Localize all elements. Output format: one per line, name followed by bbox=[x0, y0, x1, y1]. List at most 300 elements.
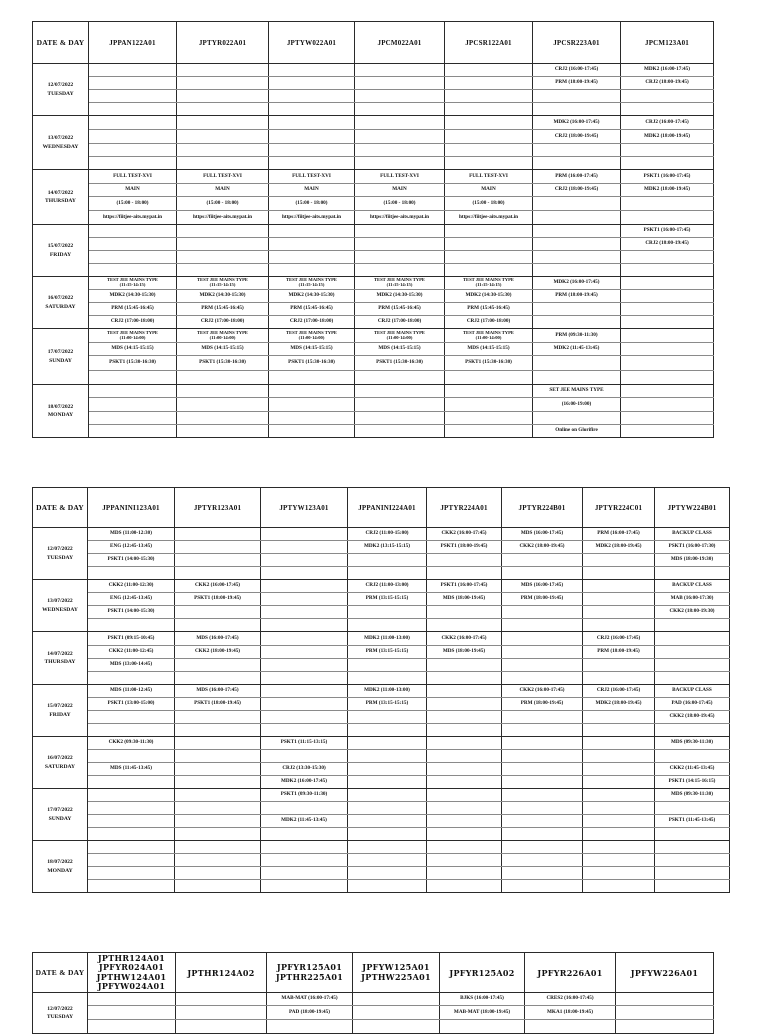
schedule-row bbox=[33, 316, 714, 329]
schedule-cell: MDK2 (14:30-15:30) bbox=[445, 290, 533, 303]
schedule-cell bbox=[261, 528, 348, 541]
schedule-row bbox=[33, 867, 730, 880]
date-day-cell bbox=[33, 632, 88, 685]
schedule-cell: MDK2 (14:30-15:30) bbox=[355, 290, 445, 303]
schedule-cell bbox=[533, 211, 621, 225]
schedule-cell bbox=[269, 238, 355, 251]
schedule-cell bbox=[427, 711, 502, 724]
schedule-cell bbox=[355, 425, 445, 438]
schedule-row bbox=[33, 103, 714, 116]
schedule-cell bbox=[175, 606, 261, 619]
schedule-cell: MDS (16:00-17:45) bbox=[502, 528, 583, 541]
schedule-cell bbox=[621, 425, 714, 438]
schedule-row bbox=[33, 277, 714, 290]
schedule-cell bbox=[89, 398, 177, 412]
schedule-row bbox=[33, 1020, 714, 1034]
schedule-row bbox=[33, 356, 714, 371]
schedule-row bbox=[33, 880, 730, 893]
schedule-cell bbox=[445, 130, 533, 144]
schedule-cell bbox=[355, 116, 445, 130]
schedule-cell: MAB-MAT (18:00-19:45) bbox=[440, 1006, 525, 1020]
day: SATURDAY bbox=[45, 303, 76, 310]
batch-header: JPTYR224C01 bbox=[583, 488, 655, 528]
schedule-cell bbox=[621, 398, 714, 412]
schedule-cell: MDS (16:00-17:45) bbox=[502, 580, 583, 593]
schedule-cell bbox=[261, 698, 348, 711]
schedule-cell: TEST JEE MAINS TYPE (11:15-14:15) bbox=[177, 277, 269, 290]
schedule-cell: FULL TEST-XVI bbox=[177, 170, 269, 184]
schedule-cell bbox=[355, 398, 445, 412]
schedule-cell bbox=[502, 867, 583, 880]
schedule-row bbox=[33, 567, 730, 580]
schedule-cell: https://fiitjee-aits.mypat.in bbox=[445, 211, 533, 225]
schedule-cell bbox=[445, 398, 533, 412]
schedule-cell bbox=[655, 619, 730, 632]
schedule-cell bbox=[89, 103, 177, 116]
schedule-cell: CRJ2 (17:00-18:00) bbox=[89, 316, 177, 329]
schedule-cell: ENG (12:45-13:45) bbox=[88, 593, 175, 606]
schedule-cell: CRJ2 (18:00-19:45) bbox=[621, 238, 714, 251]
schedule-cell: MDK2 (16:00-17:45) bbox=[261, 776, 348, 789]
schedule-row bbox=[33, 672, 730, 685]
schedule-row bbox=[33, 619, 730, 632]
schedule-cell bbox=[269, 412, 355, 425]
date: 18/07/2022 bbox=[47, 859, 73, 866]
date-day-cell bbox=[33, 64, 89, 116]
schedule-cell bbox=[583, 593, 655, 606]
schedule-cell bbox=[89, 90, 177, 103]
schedule-cell bbox=[655, 672, 730, 685]
schedule-row bbox=[33, 90, 714, 103]
schedule-cell bbox=[89, 144, 177, 157]
schedule-cell: https://fiitjee-aits.mypat.in bbox=[269, 211, 355, 225]
schedule-cell bbox=[355, 90, 445, 103]
schedule-cell: MDK2 (11:45-13:45) bbox=[533, 343, 621, 356]
schedule-cell bbox=[533, 316, 621, 329]
schedule-cell bbox=[427, 802, 502, 815]
date: 17/07/2022 bbox=[47, 807, 73, 814]
schedule-cell bbox=[261, 659, 348, 672]
schedule-cell: MDS (11:00-12:45) bbox=[88, 685, 175, 698]
batch-header: JPPANINI224A01 bbox=[348, 488, 427, 528]
date-day-cell bbox=[33, 116, 89, 170]
schedule-cell: PSKT1 (18:00-19:45) bbox=[427, 541, 502, 554]
schedule-cell bbox=[583, 659, 655, 672]
schedule-row bbox=[33, 425, 714, 438]
schedule-cell bbox=[583, 880, 655, 893]
schedule-cell: CKK2 (16:00-17:45) bbox=[502, 685, 583, 698]
schedule-cell bbox=[655, 854, 730, 867]
schedule-cell bbox=[89, 64, 177, 77]
schedule-cell bbox=[175, 776, 261, 789]
batch-header: JPCM123A01 bbox=[621, 22, 714, 64]
date-day-cell bbox=[33, 737, 88, 789]
schedule-cell: PSKT1 (13:00-15:00) bbox=[88, 698, 175, 711]
schedule-cell bbox=[267, 1020, 353, 1034]
schedule-cell: CRJ2 (16:00-17:45) bbox=[583, 685, 655, 698]
schedule-cell bbox=[175, 659, 261, 672]
schedule-row bbox=[33, 802, 730, 815]
schedule-cell bbox=[177, 412, 269, 425]
schedule-cell: PRM (13:15-15:15) bbox=[348, 646, 427, 659]
schedule-cell bbox=[348, 802, 427, 815]
schedule-cell bbox=[621, 385, 714, 398]
schedule-cell: PRM (16:00-17:45) bbox=[533, 170, 621, 184]
schedule-cell bbox=[502, 776, 583, 789]
schedule-row bbox=[33, 993, 714, 1006]
schedule-row bbox=[33, 606, 730, 619]
schedule-cell bbox=[88, 802, 175, 815]
schedule-cell bbox=[88, 776, 175, 789]
schedule-cell bbox=[583, 750, 655, 763]
schedule-cell bbox=[502, 567, 583, 580]
schedule-cell: (15:00 - 18:00) bbox=[89, 197, 177, 211]
schedule-row bbox=[33, 64, 714, 77]
schedule-cell: MAIN bbox=[177, 184, 269, 197]
schedule-cell bbox=[89, 238, 177, 251]
schedule-cell: CKK2 (16:00-17:45) bbox=[427, 528, 502, 541]
schedule-cell bbox=[533, 225, 621, 238]
schedule-cell bbox=[348, 867, 427, 880]
date-day-header: DATE & DAY bbox=[33, 22, 89, 64]
schedule-cell bbox=[89, 225, 177, 238]
schedule-cell: TEST JEE MAINS TYPE (11:00-14:00) bbox=[355, 329, 445, 343]
schedule-cell bbox=[348, 750, 427, 763]
schedule-row bbox=[33, 170, 714, 184]
batch-header: JPPANINI123A01 bbox=[88, 488, 175, 528]
schedule-row bbox=[33, 659, 730, 672]
schedule-cell: MAIN bbox=[445, 184, 533, 197]
schedule-cell bbox=[88, 672, 175, 685]
schedule-cell bbox=[177, 77, 269, 90]
schedule-cell: MDS (11:45-13:45) bbox=[88, 763, 175, 776]
schedule-cell bbox=[348, 789, 427, 802]
schedule-cell bbox=[269, 64, 355, 77]
schedule-cell: MDK2 (11:00-13:00) bbox=[348, 685, 427, 698]
day: TUESDAY bbox=[47, 90, 74, 97]
schedule-cell: (15:00 - 18:00) bbox=[269, 197, 355, 211]
date: 15/07/2022 bbox=[47, 703, 73, 710]
schedule-row bbox=[33, 398, 714, 412]
schedule-cell bbox=[427, 672, 502, 685]
day: THURSDAY bbox=[44, 659, 76, 665]
schedule-cell bbox=[445, 225, 533, 238]
schedule-cell bbox=[583, 567, 655, 580]
date: 13/07/2022 bbox=[47, 598, 73, 605]
schedule-cell: PSKT1 (16:00-17:45) bbox=[621, 225, 714, 238]
schedule-cell: TEST JEE MAINS TYPE (11:15-14:15) bbox=[445, 277, 533, 290]
schedule-cell bbox=[583, 606, 655, 619]
schedule-cell bbox=[502, 711, 583, 724]
schedule-cell bbox=[621, 316, 714, 329]
schedule-cell bbox=[353, 1020, 440, 1034]
schedule-cell bbox=[502, 815, 583, 828]
schedule-cell: FULL TEST-XVI bbox=[355, 170, 445, 184]
schedule-row bbox=[33, 1006, 714, 1020]
schedule-cell bbox=[348, 554, 427, 567]
day: MONDAY bbox=[47, 867, 73, 874]
schedule-cell bbox=[655, 567, 730, 580]
date: 18/07/2022 bbox=[47, 403, 74, 410]
date-day-cell bbox=[33, 170, 89, 225]
schedule-cell: MAIN bbox=[89, 184, 177, 197]
day: TUESDAY bbox=[46, 554, 74, 561]
schedule-cell bbox=[502, 606, 583, 619]
schedule-cell: PSKT1 (18:00-19:45) bbox=[175, 698, 261, 711]
schedule-cell: SET JEE MAINS TYPE bbox=[533, 385, 621, 398]
schedule-cell bbox=[621, 264, 714, 277]
schedule-cell: https://fiitjee-aits.mypat.in bbox=[177, 211, 269, 225]
schedule-cell bbox=[583, 854, 655, 867]
schedule-cell: MDS (18:00-19:30) bbox=[655, 554, 730, 567]
schedule-cell bbox=[261, 606, 348, 619]
schedule-cell bbox=[348, 880, 427, 893]
schedule-cell: MDS (18:00-19:45) bbox=[427, 593, 502, 606]
schedule-cell: CKK2 (09:30-11:30) bbox=[88, 737, 175, 750]
date-day-cell bbox=[33, 685, 88, 737]
schedule-cell: MDS (16:00-17:45) bbox=[175, 685, 261, 698]
schedule-cell bbox=[533, 90, 621, 103]
schedule-cell: PSKT1 (15:30-16:30) bbox=[89, 356, 177, 371]
schedule-cell bbox=[445, 64, 533, 77]
schedule-cell bbox=[348, 763, 427, 776]
schedule-cell bbox=[348, 659, 427, 672]
schedule-cell bbox=[621, 197, 714, 211]
schedule-cell: CRJ2 (11:00-13:00) bbox=[348, 580, 427, 593]
schedule-cell bbox=[583, 815, 655, 828]
schedule-cell: FULL TEST-XVI bbox=[445, 170, 533, 184]
batch-header: JPTHR124A01 JPFYR024A01 JPTHW124A01 JPFYW024A01 bbox=[88, 953, 176, 993]
schedule-cell bbox=[427, 737, 502, 750]
schedule-cell bbox=[176, 1020, 267, 1034]
schedule-cell bbox=[533, 303, 621, 316]
schedule-row bbox=[33, 541, 730, 554]
schedule-cell bbox=[348, 711, 427, 724]
schedule-row bbox=[33, 724, 730, 737]
schedule-cell: PSKT1 (14:00-15:30) bbox=[88, 554, 175, 567]
schedule-cell bbox=[427, 619, 502, 632]
schedule-cell: PSKT1 (16:00-17:30) bbox=[655, 541, 730, 554]
batch-header: JPCSR223A01 bbox=[533, 22, 621, 64]
schedule-cell: BACKUP CLASS bbox=[655, 528, 730, 541]
schedule-cell bbox=[533, 157, 621, 170]
schedule-cell bbox=[355, 225, 445, 238]
schedule-cell bbox=[355, 64, 445, 77]
schedule-cell bbox=[88, 828, 175, 841]
schedule-cell bbox=[348, 606, 427, 619]
schedule-row bbox=[33, 197, 714, 211]
schedule-cell bbox=[445, 264, 533, 277]
date-day-cell bbox=[33, 225, 89, 277]
schedule-cell bbox=[355, 144, 445, 157]
schedule-row bbox=[33, 251, 714, 264]
date: 13/07/2022 bbox=[47, 135, 74, 142]
batch-header: JPFYR125A02 bbox=[440, 953, 525, 993]
schedule-cell: MDS (18:00-19:45) bbox=[427, 646, 502, 659]
schedule-row bbox=[33, 632, 730, 646]
header-row bbox=[33, 22, 714, 64]
schedule-cell bbox=[427, 567, 502, 580]
schedule-row bbox=[33, 646, 730, 659]
schedule-cell bbox=[621, 277, 714, 290]
schedule-cell: MDK2 (14:30-15:30) bbox=[177, 290, 269, 303]
schedule-row bbox=[33, 580, 730, 593]
day: THURSDAY bbox=[45, 198, 76, 204]
schedule-cell: https://fiitjee-aits.mypat.in bbox=[89, 211, 177, 225]
schedule-row bbox=[33, 385, 714, 398]
schedule-cell bbox=[583, 828, 655, 841]
batch-header: JPTYW224B01 bbox=[655, 488, 730, 528]
schedule-cell bbox=[445, 116, 533, 130]
schedule-cell bbox=[89, 385, 177, 398]
batch-header: JPTYR224A01 bbox=[427, 488, 502, 528]
schedule-cell: MDS (14:15-15:15) bbox=[269, 343, 355, 356]
schedule-row bbox=[33, 238, 714, 251]
schedule-cell bbox=[502, 672, 583, 685]
schedule-row bbox=[33, 815, 730, 828]
schedule-cell: PSKT1 (15:30-16:30) bbox=[177, 356, 269, 371]
day: MONDAY bbox=[47, 412, 74, 418]
schedule-cell bbox=[269, 103, 355, 116]
schedule-cell bbox=[269, 157, 355, 170]
schedule-cell bbox=[427, 828, 502, 841]
schedule-cell bbox=[261, 711, 348, 724]
schedule-cell: MDK2 (11:45-13:45) bbox=[261, 815, 348, 828]
schedule-cell bbox=[175, 567, 261, 580]
schedule-cell: PSKT1 (09:30-11:30) bbox=[261, 789, 348, 802]
schedule-cell bbox=[348, 854, 427, 867]
schedule-row bbox=[33, 116, 714, 130]
schedule-cell: PRM (15:45-16:45) bbox=[355, 303, 445, 316]
schedule-cell bbox=[621, 303, 714, 316]
day: WEDNESDAY bbox=[42, 606, 78, 613]
schedule-row bbox=[33, 841, 730, 854]
schedule-row bbox=[33, 329, 714, 343]
schedule-cell bbox=[175, 750, 261, 763]
schedule-cell bbox=[176, 993, 267, 1006]
schedule-cell bbox=[616, 1020, 714, 1034]
schedule-cell bbox=[427, 659, 502, 672]
schedule-table-1 bbox=[32, 21, 714, 438]
schedule-cell bbox=[89, 77, 177, 90]
schedule-cell bbox=[655, 828, 730, 841]
schedule-cell bbox=[175, 763, 261, 776]
schedule-cell: CRJ2 (17:00-18:00) bbox=[177, 316, 269, 329]
date-day-cell bbox=[33, 277, 89, 329]
schedule-cell bbox=[583, 619, 655, 632]
schedule-cell bbox=[355, 103, 445, 116]
date: 12/07/2022 bbox=[47, 82, 74, 89]
schedule-cell bbox=[355, 130, 445, 144]
schedule-cell: PSKT1 (11:45-13:45) bbox=[655, 815, 730, 828]
schedule-cell bbox=[177, 238, 269, 251]
schedule-cell: CKK2 (18:00-19:30) bbox=[655, 606, 730, 619]
schedule-cell bbox=[261, 854, 348, 867]
schedule-cell: BACKUP CLASS bbox=[655, 685, 730, 698]
schedule-cell bbox=[621, 144, 714, 157]
schedule-cell: TEST JEE MAINS TYPE (11:15-14:15) bbox=[355, 277, 445, 290]
schedule-cell bbox=[502, 789, 583, 802]
schedule-cell bbox=[616, 993, 714, 1006]
schedule-cell: PRM (16:00-17:45) bbox=[583, 528, 655, 541]
schedule-cell: PSKT1 (16:00-17:45) bbox=[427, 580, 502, 593]
batch-header: JPCSR122A01 bbox=[445, 22, 533, 64]
schedule-cell: MDK2 (16:00-17:45) bbox=[621, 64, 714, 77]
schedule-cell bbox=[427, 606, 502, 619]
schedule-cell bbox=[261, 541, 348, 554]
schedule-cell bbox=[655, 632, 730, 646]
schedule-cell bbox=[621, 251, 714, 264]
schedule-cell bbox=[583, 580, 655, 593]
schedule-row bbox=[33, 371, 714, 385]
date: 16/07/2022 bbox=[47, 295, 74, 302]
schedule-row bbox=[33, 303, 714, 316]
schedule-row bbox=[33, 854, 730, 867]
schedule-cell: PSKT1 (11:15-13:15) bbox=[261, 737, 348, 750]
schedule-cell: CRJ2 (16:00-17:45) bbox=[583, 632, 655, 646]
schedule-cell bbox=[502, 750, 583, 763]
schedule-cell bbox=[89, 130, 177, 144]
schedule-cell: PRM (15:45-16:45) bbox=[89, 303, 177, 316]
schedule-cell: MDK2 (18:00-19:45) bbox=[621, 184, 714, 197]
schedule-cell bbox=[177, 251, 269, 264]
schedule-cell: CKK2 (18:00-19:45) bbox=[502, 541, 583, 554]
date-day-cell bbox=[33, 329, 89, 385]
schedule-row bbox=[33, 225, 714, 238]
schedule-cell bbox=[175, 854, 261, 867]
schedule-cell bbox=[269, 225, 355, 238]
schedule-cell bbox=[427, 763, 502, 776]
batch-header: JPTYR123A01 bbox=[175, 488, 261, 528]
date: 16/07/2022 bbox=[47, 755, 73, 762]
schedule-cell bbox=[348, 672, 427, 685]
date: 15/07/2022 bbox=[47, 243, 74, 250]
schedule-cell: PAD (16:00-17:45) bbox=[655, 698, 730, 711]
schedule-cell bbox=[175, 619, 261, 632]
schedule-cell: CRJ2 (11:00-15:00) bbox=[348, 528, 427, 541]
schedule-cell bbox=[502, 554, 583, 567]
schedule-cell bbox=[88, 567, 175, 580]
schedule-cell bbox=[88, 841, 175, 854]
schedule-cell: CRJ2 (13:30-15:30) bbox=[261, 763, 348, 776]
schedule-cell: PRM (15:45-16:45) bbox=[177, 303, 269, 316]
schedule-cell bbox=[261, 841, 348, 854]
schedule-cell bbox=[655, 724, 730, 737]
schedule-cell: MDS (14:15-15:15) bbox=[355, 343, 445, 356]
schedule-cell bbox=[89, 264, 177, 277]
day: FRIDAY bbox=[49, 711, 71, 718]
schedule-cell bbox=[583, 672, 655, 685]
schedule-row bbox=[33, 290, 714, 303]
schedule-cell: MDK2 (16:00-17:45) bbox=[533, 116, 621, 130]
schedule-cell: PRM (13:15-15:15) bbox=[348, 593, 427, 606]
schedule-cell bbox=[655, 646, 730, 659]
schedule-cell: CKK2 (16:00-17:45) bbox=[175, 580, 261, 593]
schedule-cell: PRM (18:00-19:45) bbox=[502, 593, 583, 606]
schedule-cell: PSKT1 (09:15-10:45) bbox=[88, 632, 175, 646]
schedule-cell bbox=[353, 993, 440, 1006]
schedule-cell: TEST JEE MAINS TYPE (11:00-14:00) bbox=[269, 329, 355, 343]
schedule-cell bbox=[88, 1006, 176, 1020]
schedule-cell bbox=[261, 828, 348, 841]
schedule-cell bbox=[175, 828, 261, 841]
schedule-cell bbox=[355, 77, 445, 90]
schedule-cell bbox=[533, 264, 621, 277]
schedule-cell bbox=[355, 238, 445, 251]
schedule-cell bbox=[348, 724, 427, 737]
schedule-cell: MDK2 (18:00-19:45) bbox=[583, 698, 655, 711]
schedule-cell: PRM (18:00-19:45) bbox=[583, 646, 655, 659]
